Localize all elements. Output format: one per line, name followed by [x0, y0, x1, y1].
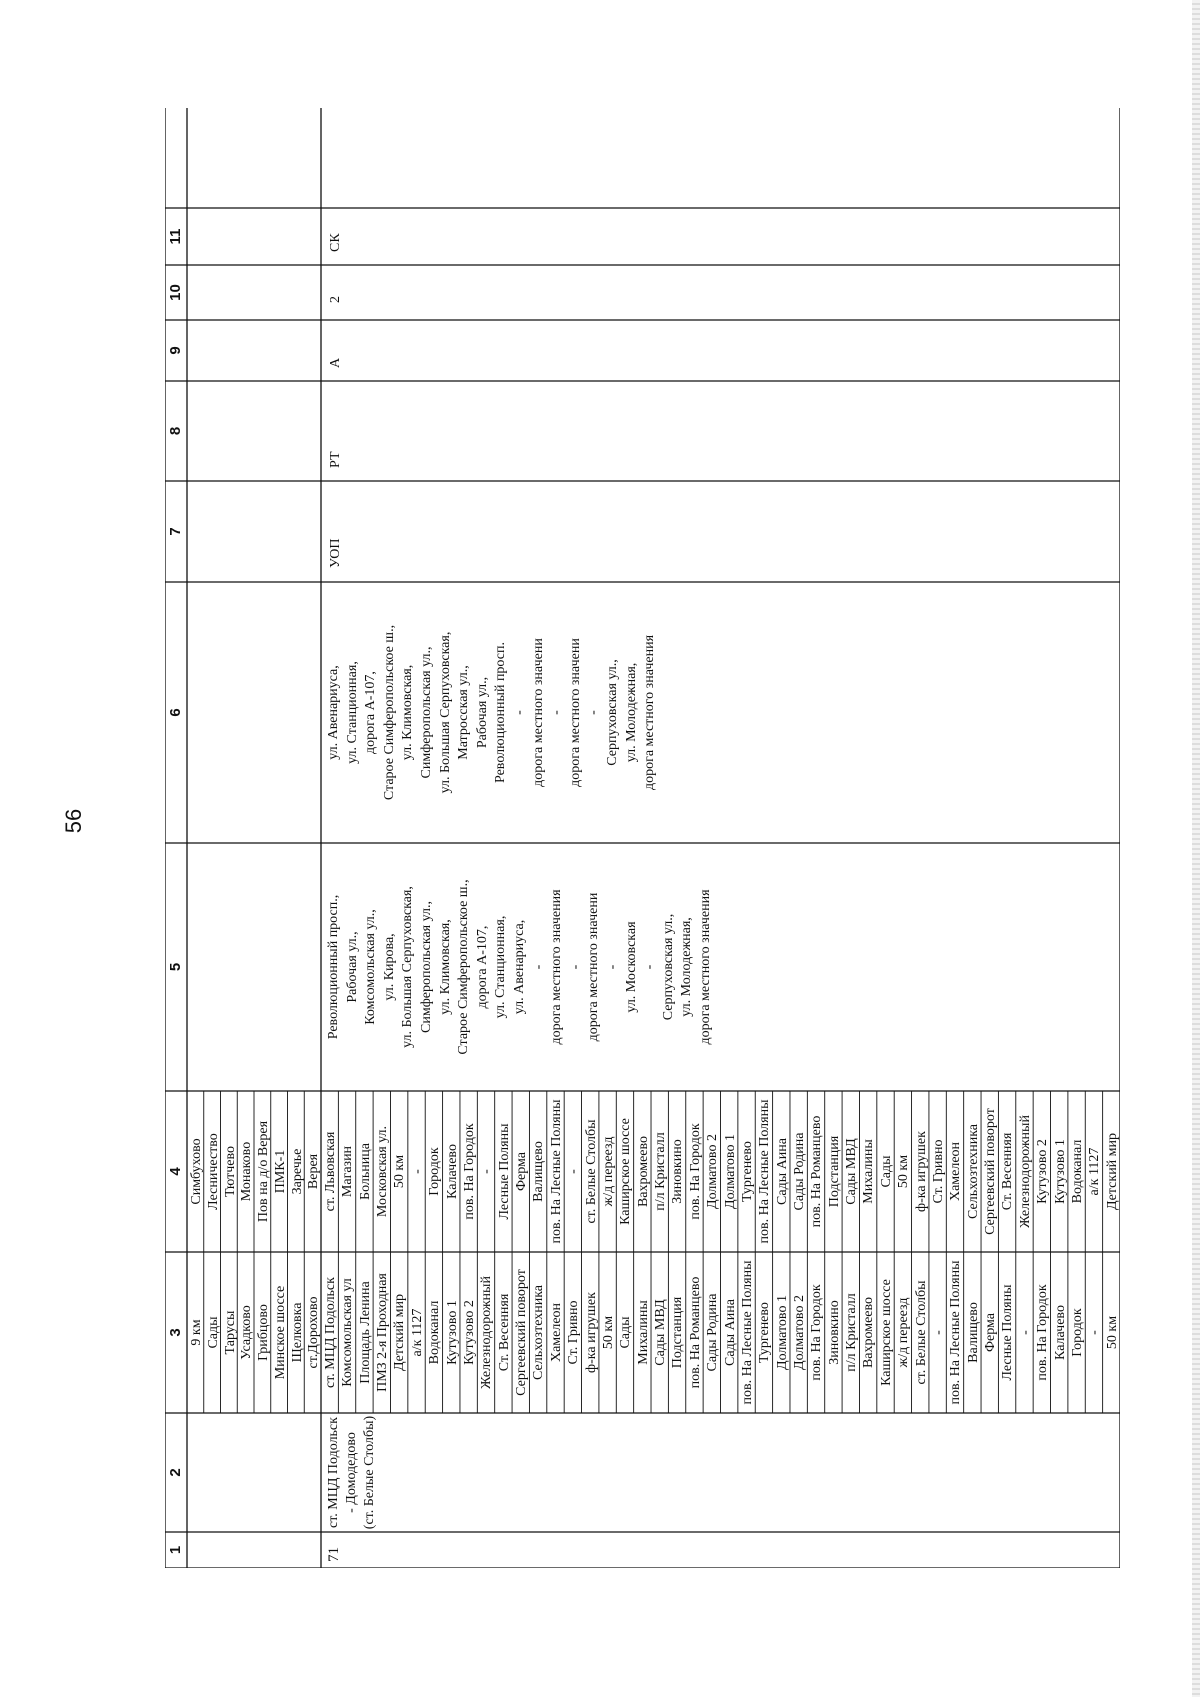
- stop-forward: Кутузово 2: [461, 1300, 477, 1365]
- route-name-main: ст. МЦД Подольск - Домодедово: [326, 1417, 359, 1528]
- stop-backward: Симбухово: [189, 1138, 204, 1205]
- stop-backward: Ст. Весенняя: [1000, 1132, 1016, 1211]
- route-name: [325, 1415, 379, 1530]
- stop-backward: Детский мир: [1104, 1132, 1120, 1211]
- header-col-8: 8: [167, 426, 184, 436]
- street-line: Матросская ул.,: [456, 665, 472, 760]
- stop-backward: Подстанция: [826, 1135, 842, 1208]
- stop-forward: пов. На Лесные Поляны: [739, 1260, 755, 1405]
- stop-forward: Площадь Ленина: [357, 1281, 373, 1384]
- stop-forward: Сады: [618, 1316, 634, 1349]
- header-col-3: 3: [167, 1328, 184, 1337]
- stop-forward: Долматово 2: [791, 1295, 807, 1370]
- stop-forward: Лесные Поляны: [1000, 1284, 1016, 1381]
- stop-backward: а/к 1127: [1087, 1147, 1103, 1196]
- code-col10: 2: [328, 296, 343, 303]
- stop-forward: пов. На Лесные Поляны: [948, 1260, 964, 1405]
- street-line: ул. Климовская,: [400, 664, 416, 761]
- stop-backward: Хамелеон: [948, 1141, 964, 1202]
- street-line: -: [642, 964, 658, 970]
- header-col-7: 7: [167, 527, 184, 536]
- stop-backward: Московская ул.: [375, 1125, 391, 1218]
- stop-forward: Сельхозтехника: [531, 1284, 547, 1381]
- street-line: Старое Симферопольское ш.,: [456, 879, 472, 1055]
- street-line: Революционный просп.,: [326, 894, 341, 1040]
- stop-backward: Верея: [306, 1153, 322, 1190]
- stop-backward: Сады: [878, 1155, 894, 1188]
- stop-forward: Ферма: [983, 1312, 999, 1353]
- stop-backward: пов. На Романцево: [809, 1115, 825, 1228]
- stop-forward: Городок: [1069, 1308, 1085, 1357]
- header-col-10: 10: [167, 284, 184, 301]
- stop-forward: Грибцово: [256, 1304, 271, 1361]
- stop-backward: ст. Львовская: [323, 1131, 338, 1212]
- street-line: дорога местного значения: [642, 634, 658, 791]
- stop-forward: Калачево: [1052, 1305, 1068, 1360]
- stop-forward: Вахромеево: [861, 1296, 877, 1369]
- stop-backward: Лесные Поляны: [496, 1123, 512, 1220]
- stop-forward: Детский мир: [392, 1293, 408, 1372]
- stop-backward: пов. На Лесные Поляны: [548, 1099, 564, 1244]
- street-line: Революционный просп.: [493, 642, 509, 784]
- stop-backward: Ферма: [514, 1151, 530, 1192]
- street-line: дорога местного значения: [697, 889, 713, 1045]
- stop-backward: Михалины: [861, 1139, 877, 1204]
- header-col-9: 9: [167, 346, 184, 355]
- stop-forward: Сады Родина: [705, 1293, 721, 1372]
- stop-forward: Долматово 1: [774, 1295, 790, 1370]
- stop-forward: Зиновкино: [826, 1300, 842, 1365]
- stop-backward: Долматово 1: [722, 1134, 738, 1209]
- route-number: 71: [326, 1547, 342, 1562]
- stop-backward: Городок: [427, 1147, 443, 1196]
- stop-forward: Тарусы: [222, 1310, 238, 1355]
- stop-forward: -: [930, 1330, 946, 1335]
- stop-backward: Магазин: [340, 1145, 356, 1198]
- street-line: Симферопольская ул.,: [418, 646, 434, 779]
- stop-backward: 50 км: [896, 1154, 912, 1189]
- stop-forward: ст. Белые Столбы: [913, 1280, 929, 1385]
- scan-edge: [1192, 0, 1200, 1697]
- street-line: ул. Большая Серпуховская,: [437, 631, 453, 794]
- stop-backward: Тютчево: [222, 1145, 238, 1198]
- stop-forward: пов. На Городок: [1035, 1284, 1051, 1381]
- stop-backward: Больница: [357, 1143, 373, 1200]
- street-line: Рабочая ул.,: [344, 931, 360, 1003]
- stop-forward: Железнодорожный: [479, 1276, 495, 1389]
- street-line: Старое Симферопольское ш.,: [381, 624, 397, 801]
- stop-backward: Сады МВД: [844, 1138, 860, 1205]
- street-line: -: [586, 710, 602, 715]
- street-line: ул. Станционная,: [344, 661, 360, 764]
- street-line: ул. Молодежная,: [623, 662, 639, 763]
- stop-backward: п/л Кристалл: [653, 1132, 669, 1211]
- header-col-5: 5: [167, 962, 184, 972]
- stop-forward: Кутузово 1: [444, 1300, 460, 1365]
- street-line: ул. Станционная,: [493, 915, 509, 1019]
- route-name-note: (ст. Белые Столбы): [362, 1415, 377, 1530]
- street-line: Комсомольская ул.,: [363, 909, 379, 1025]
- street-line: ул. Большая Серпуховская,: [400, 886, 416, 1048]
- stop-forward: Сады МВД: [653, 1299, 669, 1366]
- stop-forward: Михалины: [635, 1300, 651, 1365]
- header-col-2: 2: [167, 1468, 184, 1477]
- streets-backward: [325, 582, 660, 843]
- stop-forward: Водоканал: [427, 1300, 443, 1365]
- code-col7: УОП: [328, 538, 343, 568]
- stop-backward: Калачево: [444, 1144, 460, 1199]
- stop-forward: Ст. Весенняя: [496, 1293, 512, 1372]
- street-line: дорога А-107,: [363, 671, 379, 754]
- stop-backward: пов. На Городок: [687, 1123, 703, 1220]
- stop-forward: Хамелеон: [548, 1302, 564, 1363]
- street-line: дорога местного значени: [567, 638, 583, 787]
- street-line: ул. Кирова,: [381, 933, 397, 1001]
- stop-forward: Сады Аина: [722, 1299, 738, 1366]
- streets-forward: [325, 843, 715, 1091]
- header-col-11: 11: [167, 228, 184, 245]
- stop-backward: Кутузово 2: [1035, 1139, 1051, 1204]
- stop-backward: Долматово 2: [705, 1134, 721, 1209]
- stop-backward: ПМК-1: [272, 1149, 288, 1194]
- stop-forward: Щелковка: [289, 1302, 305, 1363]
- code-col8: РТ: [328, 451, 343, 468]
- street-line: Серпуховская ул.,: [604, 659, 620, 766]
- stop-forward: Усадково: [239, 1305, 255, 1360]
- stop-backward: -: [479, 1169, 495, 1174]
- stop-forward: -: [1017, 1330, 1033, 1335]
- street-line: ул. Авенариуса,: [326, 665, 341, 760]
- stop-backward: ф-ка игрушек: [913, 1131, 929, 1212]
- stop-backward: Каширское шоссе: [618, 1118, 634, 1225]
- stop-forward: Сады: [205, 1316, 221, 1349]
- street-line: -: [530, 964, 546, 970]
- street-line: -: [567, 964, 583, 970]
- street-line: ул. Климовская,: [437, 919, 453, 1015]
- street-line: Симферопольская ул.,: [418, 901, 434, 1033]
- stop-backward: Сады Аина: [774, 1138, 790, 1205]
- header-col-1: 1: [167, 1545, 184, 1555]
- stop-forward: ст. МЦД Подольск: [323, 1277, 338, 1388]
- stop-backward: Сады Родина: [791, 1132, 807, 1211]
- stop-backward: 50 км: [392, 1154, 408, 1189]
- stop-forward: -: [1087, 1330, 1103, 1335]
- street-line: дорога местного значени: [586, 892, 602, 1042]
- stop-backward: пов. На Городок: [461, 1123, 477, 1220]
- stop-forward: п/л Кристалл: [844, 1293, 860, 1372]
- stop-forward: Ст. Гривно: [566, 1300, 582, 1365]
- street-line: Серпуховская ул.,: [660, 913, 676, 1021]
- stop-backward: Зиновкино: [670, 1139, 686, 1204]
- street-line: -: [549, 710, 565, 715]
- stop-backward: Тургенево: [739, 1141, 755, 1202]
- stop-forward: ПМЗ 2-я Проходная: [375, 1273, 391, 1392]
- stop-backward: Кутузово 1: [1052, 1139, 1068, 1204]
- stop-backward: ст. Белые Столбы: [583, 1119, 599, 1224]
- street-line: -: [604, 964, 620, 970]
- street-line: ул. Молодежная,: [679, 917, 695, 1017]
- stop-forward: пов. На Романцево: [687, 1276, 703, 1389]
- stop-forward: ж/д переезд: [896, 1297, 912, 1368]
- stop-backward: Заречье: [289, 1148, 305, 1195]
- stop-backward: пов. На Лесные Поляны: [757, 1099, 773, 1244]
- street-line: дорога местного значения: [549, 889, 565, 1045]
- stop-forward: Валищево: [965, 1302, 981, 1363]
- header-col-4: 4: [167, 1167, 184, 1176]
- street-line: ул. Московская: [623, 921, 639, 1013]
- stop-backward: Вахромеево: [635, 1135, 651, 1208]
- stop-forward: Тургенево: [757, 1302, 773, 1363]
- stop-forward: Подстанция: [670, 1296, 686, 1369]
- stop-forward: 50 км: [1104, 1315, 1120, 1350]
- stop-forward: пов. На Городок: [809, 1284, 825, 1381]
- stop-forward: Сергеевский поворот: [514, 1269, 530, 1396]
- stop-backward: Водоканал: [1069, 1139, 1085, 1204]
- stop-forward: Каширское шоссе: [878, 1279, 894, 1386]
- stop-forward: а/к 1127: [409, 1308, 425, 1357]
- page-number: 56: [61, 808, 87, 834]
- stop-forward: ст.Дорохово: [306, 1296, 322, 1369]
- stop-forward: Комсомольская ул: [340, 1278, 356, 1387]
- stop-backward: Ст. Гривно: [930, 1139, 946, 1204]
- stop-backward: Пов на д/о Верея: [256, 1120, 271, 1223]
- street-line: Рабочая ул.,: [474, 676, 490, 749]
- stop-forward: 50 км: [600, 1315, 616, 1350]
- stop-backward: ж/д переезд: [600, 1136, 616, 1207]
- street-line: -: [511, 710, 527, 715]
- code-col9: А: [328, 357, 343, 368]
- stop-backward: Лесничество: [205, 1133, 221, 1210]
- stop-backward: Железнодорожный: [1017, 1115, 1033, 1228]
- stop-forward: 9 км: [189, 1319, 204, 1346]
- stop-backward: Сельхозтехника: [965, 1123, 981, 1220]
- stop-forward: ф-ка игрушек: [583, 1292, 599, 1373]
- code-col11: СК: [328, 233, 343, 252]
- rotated-table: [165, 108, 1120, 1568]
- stop-backward: -: [409, 1169, 425, 1174]
- header-col-6: 6: [167, 708, 184, 717]
- street-line: дорога местного значени: [530, 638, 546, 787]
- stop-forward: Минское шоссе: [272, 1285, 288, 1380]
- stop-backward: -: [566, 1169, 582, 1174]
- stop-backward: Монаково: [239, 1141, 255, 1202]
- street-line: дорога А-107,: [474, 925, 490, 1009]
- stop-backward: Валищево: [531, 1141, 547, 1202]
- stop-backward: Сергеевский поворот: [983, 1108, 999, 1235]
- street-line: ул. Авенариуса,: [511, 919, 527, 1015]
